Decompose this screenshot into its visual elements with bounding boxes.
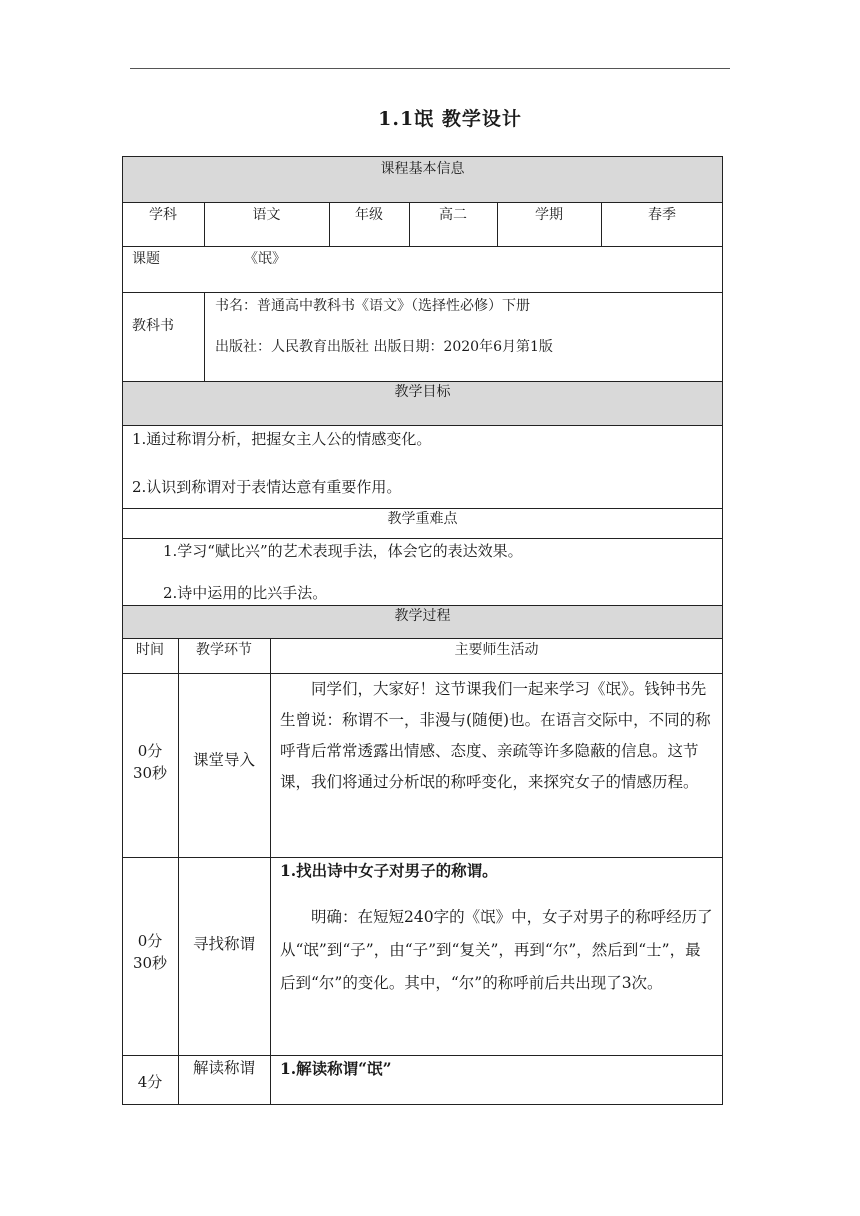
row-time: 4分 bbox=[137, 1073, 163, 1091]
row-time: 30秒 bbox=[132, 954, 168, 972]
row-activity-heading: 1.解读称谓“氓” bbox=[280, 1059, 392, 1078]
row-activity-text: 明确：在短短240字的《氓》中，女子对男子的称呼经历了从“氓”到“子”，由“子”到“复关”，再到“尔”，然后到“士”，最后到“尔”的变化。其中，“尔”的称呼前后共出现了3次。 bbox=[280, 908, 713, 992]
grade-label: 年级 bbox=[355, 207, 383, 223]
objective-item: 2.认识到称谓对于表情达意有重要作用。 bbox=[132, 478, 402, 496]
col-activity-header: 主要师生活动 bbox=[454, 642, 539, 658]
objectives-header: 教学目标 bbox=[394, 384, 451, 400]
process-header: 教学过程 bbox=[394, 608, 451, 624]
row-rule bbox=[122, 202, 723, 203]
row-rule bbox=[122, 538, 723, 539]
row-rule bbox=[122, 1055, 723, 1056]
key-point-item: 2.诗中运用的比兴手法。 bbox=[163, 584, 328, 602]
topic-label: 课题 bbox=[132, 251, 160, 267]
term-value: 春季 bbox=[648, 207, 676, 223]
key-point-item: 1.学习“赋比兴”的艺术表现手法，体会它的表达效果。 bbox=[163, 542, 523, 560]
row-rule bbox=[122, 425, 723, 426]
textbook-name: 书名：普通高中教科书《语文》（选择性必修）下册 bbox=[215, 298, 530, 314]
row-stage: 寻找称谓 bbox=[192, 935, 255, 953]
row-rule bbox=[122, 246, 723, 247]
objective-item: 1.通过称谓分析，把握女主人公的情感变化。 bbox=[132, 430, 432, 448]
row-activity-heading: 1.找出诗中女子对男子的称谓。 bbox=[280, 861, 498, 880]
row-time: 0分 bbox=[137, 932, 163, 950]
textbook-publisher: 出版社：人民教育出版社 出版日期：2020年6月第1版 bbox=[215, 339, 553, 355]
row-rule bbox=[122, 638, 723, 639]
page-title: 1.1氓 教学设计 bbox=[378, 108, 522, 130]
row-stage: 课堂导入 bbox=[192, 751, 255, 769]
col-rule bbox=[178, 638, 179, 1105]
term-label: 学期 bbox=[535, 207, 563, 223]
subject-value: 语文 bbox=[252, 207, 281, 223]
basic-info-header: 课程基本信息 bbox=[380, 161, 465, 177]
col-stage-header: 教学环节 bbox=[196, 642, 252, 658]
row-activity-text: 同学们，大家好！这节课我们一起来学习《氓》。钱钟书先生曾说：称谓不一，非漫与(随便)也。在语言交际中，不同的称呼背后常常透露出情感、态度、亲疏等许多隐蔽的信息。这节课，我们将通过分析氓的称呼变化，来探究女子的情感历程。 bbox=[280, 680, 711, 791]
row-rule bbox=[122, 292, 723, 293]
row-rule bbox=[122, 857, 723, 858]
subject-label: 学科 bbox=[149, 207, 177, 223]
col-time-header: 时间 bbox=[136, 642, 164, 658]
grade-value: 高二 bbox=[439, 207, 467, 223]
row-stage: 解读称谓 bbox=[192, 1059, 255, 1077]
col-rule bbox=[270, 638, 271, 1105]
key-points-header: 教学重难点 bbox=[387, 511, 458, 527]
col-rule bbox=[204, 292, 205, 381]
textbook-label: 教科书 bbox=[132, 318, 174, 334]
row-time: 0分 bbox=[137, 742, 163, 760]
topic-value: 《氓》 bbox=[244, 251, 286, 267]
row-time: 30秒 bbox=[132, 764, 168, 782]
header-rule bbox=[130, 68, 730, 69]
